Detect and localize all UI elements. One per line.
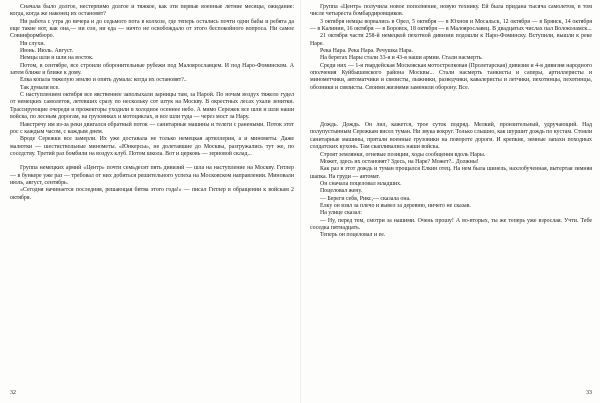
right-paragraph-9: Может, здесь их остановят? Здесь, на Наре? Может?.. Должны! (320, 158, 479, 165)
right-paragraph-15: На улице сказал: (320, 210, 362, 217)
left-paragraph-3: Ни слухи. (20, 40, 45, 47)
left-page (10, 4, 294, 396)
right-page (310, 4, 592, 396)
right-paragraph-16: — Ну, перед тем, смотри за нашими. Очень прошу! А во-вторых, ты же теперь уже взрослая. Учти. Тебе соседка пятнадцать. (310, 217, 592, 231)
left-paragraph-10: Навстречу им из-за реки двигался обратный поток — санитарные машины и телеги с ранеными. Поток этот рос с каждым часом, с каждым днем. (10, 121, 294, 135)
left-paragraph-2: Ни работа с утра до вечера и до седьмого пота в колхозе, где теперь остались почти одни бабы и ребята да еще такие вот, как она,— ни сон, ни еда — ничто не освобождало от этого беспокойного вопроса. Ни самое Совинформбюро. (10, 18, 294, 40)
right-paragraph-5: На берегах Нары стали 33-я и 43-я наши армии. Стали насмерть. (320, 55, 483, 62)
right-paragraph-10: Как раз в этот дождь и туман прощался Елкин отец. На нем была шинель, нахлобученная, вытертая зимняя шапка. На груди — автомат. (310, 166, 592, 180)
left-paragraph-1: Сначала было долгое, нестерпимо долгое и тяжкое, как эти первые военные летние месяцы, ожидание: когда, когда же наконец их остановят? (10, 4, 294, 18)
right-paragraph-2: 3 октября немцы ворвались в Орел, 5 октября — в Юхнов и Мосальск, 12 октября — в Брянск, 14 октября — в Калинин, 16 октября — в Боровск, 18 октября — в Малоярославец. В двадцатых числах пал Волоколамск... (310, 18, 592, 33)
right-paragraph-11: Он сначала поцеловал младших. (320, 180, 402, 187)
left-paragraph-6: Потом, в сентябре, все строили оборонительные рубежи под Малоярославцем. И под Наро-Фоминском. А затем ближе и ближе к дому. (10, 62, 294, 77)
page-number-right: 33 (586, 390, 592, 396)
right-paragraph-17: Теперь он поцеловал и ее. (320, 232, 386, 239)
right-paragraph-1: Группа «Центр» получила новое пополнение, новую технику. Ей была придана тысяча самолетов, в том числе четыреста бомбардировщиков. (310, 4, 592, 18)
left-paragraph-5: Немцы шли и шли на восток. (20, 55, 94, 62)
left-paragraph-12: Группа немецких армий «Центр» почти семьдесят пять дивизий — шла на наступление на Москву. Гитлер — в бункере уже раз — требовал от них добиться решительного успеха на Московском направлении. Миновали июль, август, сентябрь. (10, 165, 294, 186)
book-gutter (300, 0, 301, 403)
left-paragraph-11: Вроде Сережки все замерли. Их уже доставала не только немецкая артиллерия, а и минометы. Даже малютки — шестиствольные минометы. «Юнкерсы», не долетавшие до Москвы, разгружались тут же, по соседству. Третий раз бомбили на воздух клуб. Потом школа. Вот и церковь — зерновой склад... (10, 136, 294, 157)
right-paragraph-3: 21 октября части 258-й немецкой пехотной дивизии подошли к Наро-Фоминску. Вступили, вышли к реке Наре. (310, 33, 592, 47)
left-paragraph-9: С наступлением октября все явственнее заполыхали зарницы там, за Нарой. По ночам воздух тяжело гудел от немецких самолетов, летевших сразу по нескольку сот штук на Москву. В окрестных лесах ухали зенитки. Трассирующие очереди и прожекторы уходили в холодное осеннее небо. А мимо Сережек все шли и шли наши войска, по лесным дорогам, на грузовиках и мотоциклах, и все шли туда — через мост за Нару. (10, 92, 294, 121)
page-number-left: 32 (10, 390, 16, 396)
right-paragraph-13: — Береги себя, Рикс,— сказала она. (320, 195, 411, 202)
right-paragraph-8: Строят землянки, огневые позиции, ходы сообщения вдоль Нары. (320, 151, 486, 158)
right-paragraph-7: Дождь. Дождь. Он лил, кажется, трое суток подряд. Мелкий, пронзительный, удручающий. Над полупустынным Сережкам висел туман. Ни звука вокруг. Только слышно, как шуршит дождь по кустам. Стояли санитарные машины, прятали военные грузовики на повороте дороги. И крепкие, земные запахи походных солдатских кухонь. Там скапливались наши войска. (310, 122, 592, 151)
right-paragraph-6: Среди них — 1-я гвардейская Московская мотострелковая (Пролетарская) дивизия и 4-я дивизия народного ополчения Куйбышевского района Москвы... Стали насмерть танкисты и саперы, артиллеристы и минометчики, автоматчики и связисты, лыжники, разведчики, кавалеристы и летчики, пехотинцы, пехотинцы, обозники и связисты. Своими жизнями заменили оборону. Все. (310, 62, 592, 91)
right-paragraph-14: Елку он взял за плечо и вывел за деревню, ничего не сказав. (320, 202, 471, 209)
left-paragraph-13: «Сегодня начинается последняя, решающая битва этого года!» — писал Гитлер в обращении к войскам 2 октября. (10, 187, 294, 201)
left-paragraph-7: Елка копала тяжелую землю и опять думала: когда их остановят?.. (20, 77, 187, 84)
right-paragraph-4: Река Нара. Река Нара. Речушка Нара. (320, 48, 413, 55)
section-break (310, 92, 592, 122)
left-paragraph-8: Так думали все. (20, 84, 60, 91)
right-paragraph-12: Поцеловал жену. (320, 188, 363, 195)
left-paragraph-4: Июнь. Июль. Август. (20, 48, 74, 55)
